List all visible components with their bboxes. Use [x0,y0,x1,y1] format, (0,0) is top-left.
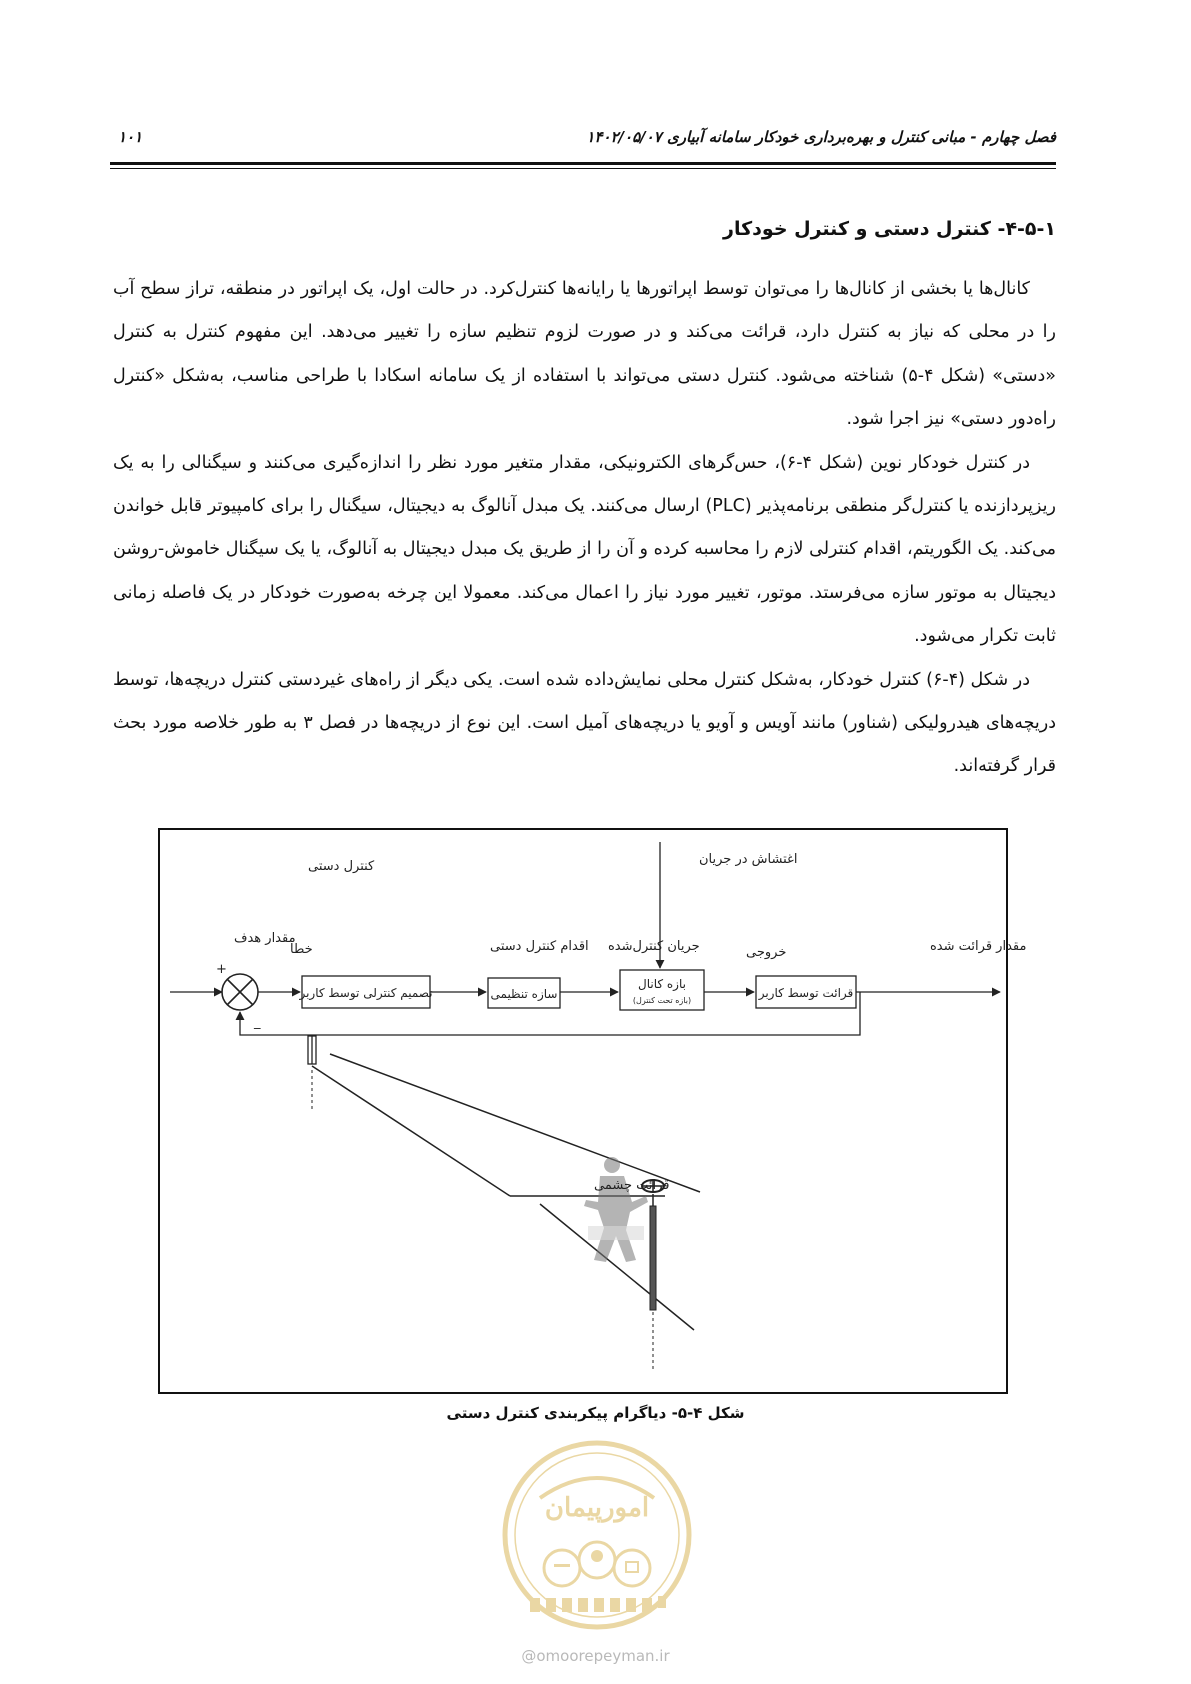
label-output: خروجی [746,945,787,960]
label-measured-value: مقدار قرائت شده [930,939,1027,954]
block-reach-sublabel: (بازه تحت کنترل) [632,996,692,1005]
paragraph-1: کانال‌ها یا بخشی از کانال‌ها را می‌توان توسط اپراتورها یا رایانه‌ها کنترل‌کرد. در حالت اول، یک اپراتور در منطقه، تراز سطح آب را در محلی که نیاز به کنترل دارد، قرائت می‌کند و در صورت لزوم تنظیم سازه را تغییر می‌دهد. این مفهوم کنترل به کنترل «دستی» (شکل ۴-۵) شناخته می‌شود. کنترل دستی می‌تواند با استفاده از یک سامانه اسکادا با طراحی مناسب، به‌شکل «کنترل راه‌دور دستی» نیز اجرا شود. [113,279,1056,430]
summing-junction [222,974,258,1010]
paragraph-2: در کنترل خودکار نوین (شکل ۴-۶)، حس‌گرهای الکترونیکی، مقدار متغیر مورد نظر را اندازه‌گیری می‌کنند و سیگنالی را به یک ریزپردازنده یا کنترل‌گر منطقی برنامه‌پذیر (PLC) ارسال می‌کنند. یک مبدل آنالوگ به دیجیتال، سیگنال را برای کامپیوتر قابل خواندن می‌کند. یک الگوریتم، اقدام کنترلی لازم را محاسبه کرده و آن را از طریق یک مبدل دیجیتال به آنالوگ، یا یک سیگنال خاموش-روشن دیجیتال به موتور سازه می‌فرستد. موتور، تغییر مورد نیاز را اعمال می‌کند. معمولا این چرخه به‌صورت خودکار در یک فاصله زمانی ثابت تکرار می‌شود. [113,452,1056,647]
gate-stem [650,1194,656,1310]
label-disturbance: اغتشاش در جریان [699,852,798,867]
header-rule-thick [110,162,1056,165]
label-plus: + [216,962,227,977]
label-visual-reading: قرائت چشمی [594,1178,670,1193]
block-diagram [160,830,1027,1392]
operator-figure-icon [584,1157,648,1262]
staff-gauge-upstream [308,1036,316,1064]
label-setpoint: مقدار هدف [234,931,296,946]
watermark-logo [500,1438,694,1632]
header-title: فصل چهارم - مبانی کنترل و بهره‌برداری خودکار سامانه آبیاری ۱۴۰۲/۰۵/۰۷ [586,128,1056,146]
section-body [113,268,1056,789]
block-reading-label: قرائت توسط کاربر [758,986,854,1000]
label-error: خطا [290,942,313,957]
page-number: ۱۰۱ [118,128,143,146]
label-manual-control: کنترل دستی [308,859,375,874]
label-minus: _ [254,1015,261,1030]
watermark-logo-text: امورپیمان [544,1493,650,1523]
header-rule-thin [110,168,1056,169]
canal-sketch [312,1054,700,1370]
block-decision-label: تصمیم کنترلی توسط کاربر [299,986,433,1000]
page-header [110,128,1056,152]
section-heading: ۴-۵-۱- کنترل دستی و کنترل خودکار [723,218,1056,240]
figure-caption: شکل ۴-۵- دیاگرام پیکربندی کنترل دستی [446,1404,745,1422]
block-structure-label: سازه تنظیمی [490,987,558,1001]
label-controlled-flow: جریان کنترل‌شده [608,939,700,954]
watermark-url: @omoorepeyman.ir [521,1647,670,1665]
label-manual-action: اقدام کنترل دستی [490,939,589,954]
manual-control-figure [158,828,1027,1394]
block-reach-label: بازه کانال [638,977,686,991]
paragraph-3: در شکل (۴-۶) کنترل خودکار، به‌شکل کنترل محلی نمایش‌داده شده است. یکی دیگر از راه‌های غیردستی کنترل دریچه‌ها، توسط دریچه‌های هیدرولیکی (شناور) مانند آویس و آویو یا دریچه‌های آمیل است. این نوع از دریچه‌ها در فصل ۳ به طور خلاصه مورد بحث قرار گرفته‌اند. [113,669,1056,777]
